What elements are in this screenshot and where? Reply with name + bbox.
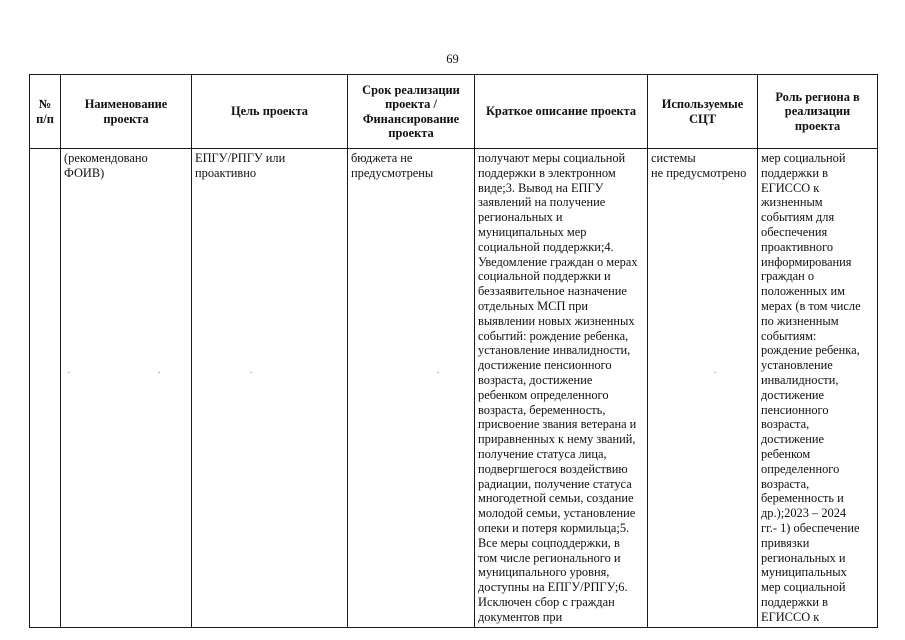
cell-sct: системы не предусмотрено <box>648 149 758 628</box>
table-row <box>30 149 878 628</box>
cell-region-role: мер социальной поддержки в ЕГИССО к жизненным событиям для обеспечения проактивного информирования граждан о положенных им мерах (в том числе по жизненным событиям: рождение ребенка, установление инвалидности, достижение пенсионного возраста, достижение ребенком определенного возраста, беременность и др.);2023 – 2024 гг.- 1) обеспечение привязки региональных и муниципальных мер социальной поддержки в ЕГИССО к <box>758 149 878 628</box>
header-number: № п/п <box>30 75 61 149</box>
header-row <box>30 75 878 149</box>
scan-artifact <box>250 372 252 373</box>
header-project-name: Наименование проекта <box>61 75 192 149</box>
cell-project-name: (рекомендовано ФОИВ) <box>61 149 192 628</box>
table-header <box>30 75 878 149</box>
header-sct: Используемые СЦТ <box>648 75 758 149</box>
scan-artifact <box>437 372 439 373</box>
scan-artifact <box>68 372 70 373</box>
header-term-financing: Срок реализации проекта / Финансирование проекта <box>348 75 475 149</box>
header-description: Краткое описание проекта <box>475 75 648 149</box>
scan-artifact <box>158 372 160 373</box>
cell-project-goal: ЕПГУ/РПГУ или проактивно <box>192 149 348 628</box>
scan-artifact <box>714 372 716 373</box>
cell-number <box>30 149 61 628</box>
page-number: 69 <box>446 52 459 66</box>
header-region-role: Роль региона в реализации проекта <box>758 75 878 149</box>
header-project-goal: Цель проекта <box>192 75 348 149</box>
cell-description: получают меры социальной поддержки в электронном виде;3. Вывод на ЕПГУ заявлений на получение региональных и муниципальных мер социальной поддержки;4. Уведомление граждан о мерах социальной поддержки и беззаявительное назначение отдельных МСП при выявлении новых жизненных событий: рождение ребенка, установление инвалидности, достижение пенсионного возраста, достижение ребенком определенного возраста, беременность, присвоение звания ветерана и приравненных к нему званий, получение статуса лица, подвергшегося воздействию радиации, получение статуса многодетной семьи, создание молодой семьи, установление опеки и потеря кормильца;5. Все меры соцподдержки, в том числе регионального и муниципального уровня, доступны на ЕПГУ/РПГУ;6. Исключен сбор с граждан документов при <box>475 149 648 628</box>
project-table <box>29 74 878 628</box>
cell-term-financing: бюджета не предусмотрены <box>348 149 475 628</box>
